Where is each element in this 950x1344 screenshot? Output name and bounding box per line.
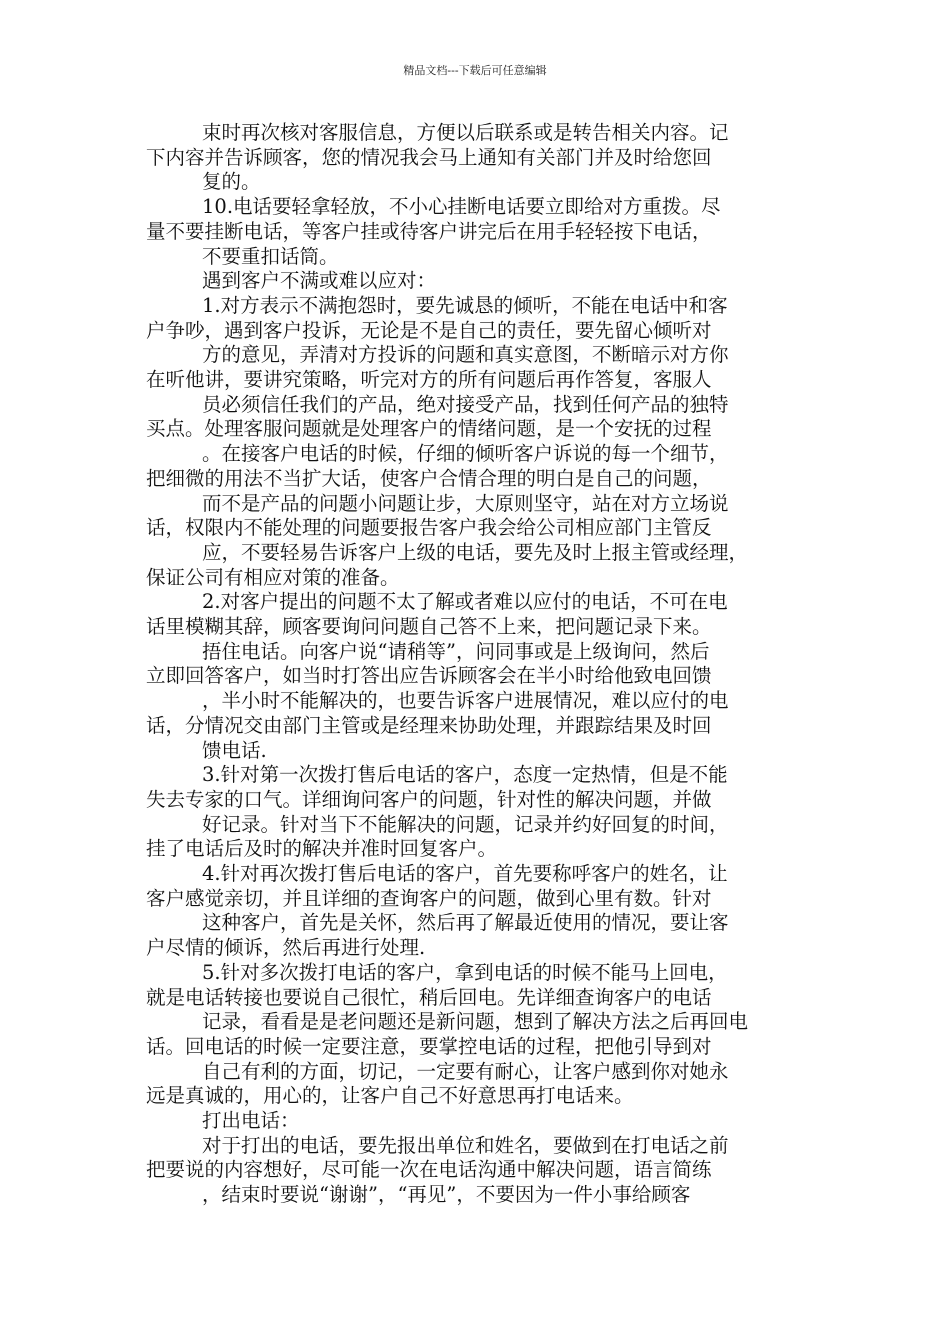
text-line: 话，权限内不能处理的问题要报告客户我会给公司相应部门主管反 xyxy=(146,516,712,540)
text-line: ，半小时不能解决的，也要告诉客户进展情况，难以应付的电 xyxy=(202,689,729,713)
text-line: 记录，看看是是老问题还是新问题，想到了解决方法之后再回电 xyxy=(202,1010,749,1034)
text-line: 把细微的用法不当扩大话，使客户合情合理的明白是自己的问题， xyxy=(146,466,712,490)
text-line: 捂住电话。向客户说“请稍等”，问同事或是上级询问，然后 xyxy=(202,639,710,663)
text-line: 馈电话. xyxy=(202,738,267,762)
text-line: 话。回电话的时候一定要注意，要掌控电话的过程，把他引导到对 xyxy=(146,1034,712,1058)
text-line: 就是电话转接也要说自己很忙，稍后回电。先详细查询客户的电话 xyxy=(146,985,712,1009)
text-line: 保证公司有相应对策的准备。 xyxy=(146,565,400,589)
text-line: 2.对客户提出的问题不太了解或者难以应付的电话，不可在电 xyxy=(202,590,728,614)
text-line: 远是真诚的，用心的，让客户自己不好意思再打电话来。 xyxy=(146,1084,634,1108)
text-line: ，结束时要说“谢谢”，“再见”，不要因为一件小事给顾客 xyxy=(202,1183,691,1207)
text-line: 把要说的内容想好，尽可能一次在电话沟通中解决问题，语言简练 xyxy=(146,1158,712,1182)
text-line: 遇到客户不满或难以应对： xyxy=(202,269,437,293)
text-line: 3.针对第一次拨打售后电话的客户，态度一定热情，但是不能 xyxy=(202,763,728,787)
page-header: 精品文档---下载后可任意编辑 xyxy=(403,64,547,77)
text-line: 客户感觉亲切，并且详细的查询客户的问题，做到心里有数。针对 xyxy=(146,886,712,910)
text-line: 而不是产品的问题小问题让步，大原则坚守，站在对方立场说 xyxy=(202,491,729,515)
text-line: 员必须信任我们的产品，绝对接受产品，找到任何产品的独特 xyxy=(202,392,729,416)
text-line: 对于打出的电话，要先报出单位和姓名，要做到在打电话之前 xyxy=(202,1133,729,1157)
text-line: 在听他讲，要讲究策略，听完对方的所有问题后再作答复，客服人 xyxy=(146,368,712,391)
text-line: 打出电话： xyxy=(202,1109,300,1132)
text-line: 复的。 xyxy=(202,170,261,194)
text-line: 好记录。针对当下不能解决的问题，记录并约好回复的时间， xyxy=(202,812,729,836)
text-line: 下内容并告诉顾客，您的情况我会马上通知有关部门并及时给您回 xyxy=(146,145,712,169)
text-line: 方的意见，弄清对方投诉的问题和真实意图，不断暗示对方你 xyxy=(202,343,729,367)
text-line: 立即回答客户，如当时打答出应告诉顾客会在半小时给他致电回馈 xyxy=(146,664,712,688)
text-line: 1.对方表示不满抱怨时，要先诚恳的倾听，不能在电话中和客 xyxy=(202,293,728,317)
text-line: 户尽情的倾诉，然后再进行处理. xyxy=(146,936,426,960)
text-line: 户争吵，遇到客户投诉，无论是不是自己的责任，要先留心倾听对 xyxy=(146,318,712,342)
text-line: 这种客户，首先是关怀，然后再了解最近使用的情况，要让客 xyxy=(202,911,729,935)
text-line: 束时再次核对客服信息，方便以后联系或是转告相关内容。记 xyxy=(202,121,729,144)
text-line: 5.针对多次拨打电话的客户，拿到电话的时候不能马上回电， xyxy=(202,960,728,984)
text-line: 。在接客户电话的时候，仔细的倾听客户诉说的每一个细节， xyxy=(202,442,729,466)
text-line: 4.针对再次拨打售后电话的客户，首先要称呼客户的姓名，让 xyxy=(202,862,728,885)
text-line: 不要重扣话筒。 xyxy=(202,244,339,268)
text-line: 10.电话要轻拿轻放，不小心挂断电话要立即给对方重拨。尽 xyxy=(202,195,721,219)
text-line: 买点。处理客服问题就是处理客户的情绪问题，是一个安抚的过程 xyxy=(146,417,712,441)
text-line: 挂了电话后及时的解决并准时回复客户。 xyxy=(146,837,498,861)
text-line: 话，分情况交由部门主管或是经理来协助处理，并跟踪结果及时回 xyxy=(146,713,712,737)
text-line: 自己有利的方面，切记，一定要有耐心，让客户感到你对她永 xyxy=(202,1059,729,1083)
text-line: 失去专家的口气。详细询问客户的问题，针对性的解决问题，并做 xyxy=(146,787,712,811)
text-line: 量不要挂断电话，等客户挂或待客户讲完后在用手轻轻按下电话， xyxy=(146,219,712,243)
text-line: 应，不要轻易告诉客户上级的电话，要先及时上报主管或经理， xyxy=(202,540,749,564)
text-line: 话里模糊其辞，顾客要询问问题自己答不上来，把问题记录下来。 xyxy=(146,615,712,638)
